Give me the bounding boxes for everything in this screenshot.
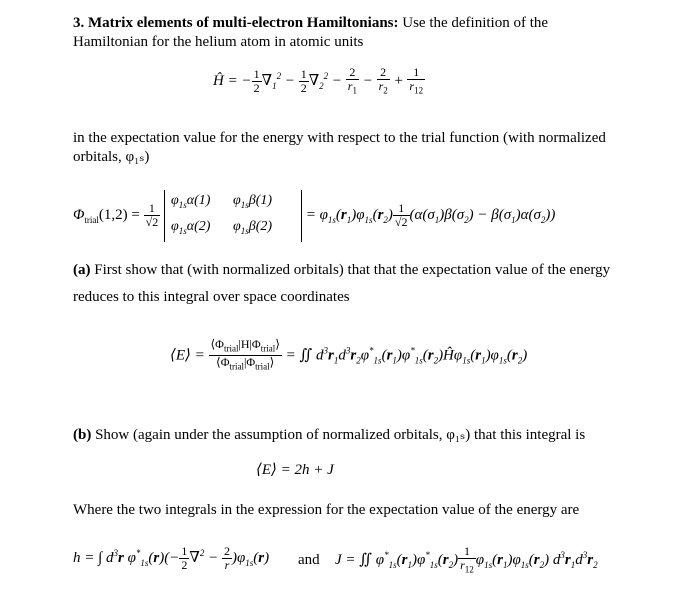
expectation-text-1: in the expectation value for the energy with respect to the trial function (with normalized (73, 130, 606, 146)
and-word: and (298, 552, 320, 568)
part-a-label: (a) (73, 262, 91, 278)
problem-header (73, 13, 548, 33)
problem-title: 3. Matrix elements of multi-electron Hamiltonians: (73, 15, 399, 31)
h-integral-definition: h = ∫ $d^3r$ $\varphi^*_{1s}(r)(-$ $\frac{1}{2}$ ∇$^2$ − $\frac{2}{r}$ )$\varphi_{1s}(r)$ (73, 544, 270, 572)
energy-result: ⟨E⟩ = 2h + J (256, 462, 334, 478)
expectation-integral-equation: ⟨E⟩ = $\frac{⟨\Phi_{trial}|H|\Phi_{trial}⟩}{⟨\Phi_{trial}|\Phi_{trial}⟩}$ = ∬ $d^3r_1d^3r_2\varphi^*_{1s}(r_1)\varphi^*_{1s}(r_2)Ĥ\varphi_{1s}(r_1)\varphi_{1s}(r_2)$ (170, 337, 528, 372)
intro-text-1: Use the definition of the (402, 15, 549, 31)
part-b-label: (b) (73, 427, 92, 443)
where-text: Where the two integrals in the expression for the expectation value of the energy are (73, 502, 580, 518)
part-b-line-1: (b) Show (again under the assumption of normalized orbitals, φ₁ₛ) that this integral is (73, 427, 586, 443)
part-a-line-2: reduces to this integral over space coordinates (73, 289, 350, 305)
expectation-text-2: orbitals, φ₁ₛ) (73, 149, 150, 165)
trial-function-equation: $\Phi_{trial}(1,2)$ = $\frac{1}{√2}$ $\varphi_{1s}\alpha(1)$ $\varphi_{1s}\beta(1)$ $\varphi_{1s}\alpha(2)$ $\varphi_{1s}\beta(2)$ = $\varphi_{1s}(r_1)\varphi_{1s}(r_2)$ $\frac{1}{√2}$ $(\alpha(\sigma_1)\beta(\sigma_2) - \beta(\sigma_1)\alpha(\sigma_2))$ (73, 190, 555, 242)
intro-text-2: Hamiltonian for the helium atom in atomic units (73, 34, 364, 50)
part-a-line-1: (a) First show that (with normalized orbitals) that that the expectation value of the energy (73, 262, 611, 278)
hamiltonian-equation: Ĥ = − $\frac{1}{2}$ $\nabla_1^2$ − $\frac{1}{2}$ $\nabla_2^2$ − $\frac{2}{r_1}$ − $\frac{2}{r_2}$ + $\frac{1}{r_{12}}$ (213, 65, 424, 96)
slater-determinant: $\varphi_{1s}\alpha(1)$ $\varphi_{1s}\beta(1)$ $\varphi_{1s}\alpha(2)$ $\varphi_{1s}\beta(2)$ (164, 190, 302, 242)
j-integral-definition: J = ∬ $\varphi^*_{1s}(r_1)\varphi^*_{1s}(r_2)$ $\frac{1}{r_{12}}$ $\varphi_{1s}(r_1)\varphi_{1s}(r_2)$ $d^3r_1d^3r_2$ (335, 544, 598, 575)
